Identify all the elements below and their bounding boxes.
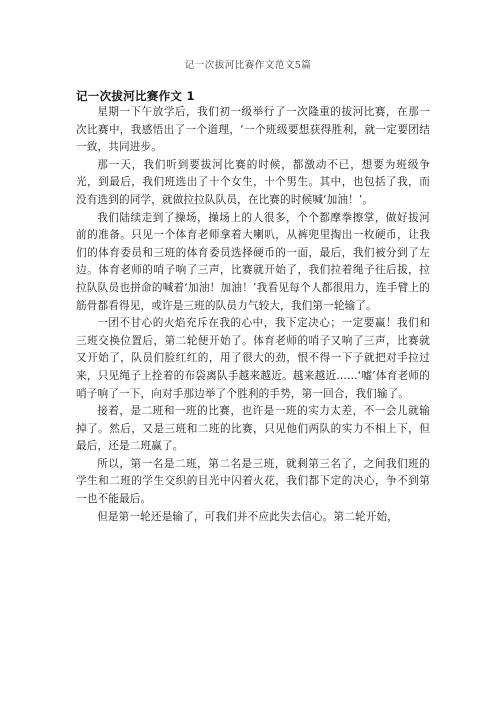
paragraph: 所以，第一名是二班，第二名是三班，就剩第三名了，之间我们班的学生和二班的学生交织的目光中闪着火花，我们都下定的决心，争不到第一也不能最后。 [76, 457, 430, 506]
paragraph: 一团不甘心的火焰充斥在我的心中，我下定决心；一定要赢！我们和三班交换位置后，第二轮便开始了。体育老师的哨子又响了三声，比赛就又开始了，队员们脸红红的，用了很大的劲，恨不得一下子就把对手拉过来，只见绳子上拴着的布袋离队手越来越近。越来越近……‘嘘’体育老师的哨子响了一下，向对手那边举了个胜利的手势，第一回合，我们输了。 [76, 317, 430, 400]
paragraph: 那一天，我们听到要拔河比赛的时候，都激动不已，想要为班级争光，到最后，我们班选出了十个女生，十个男生。其中，也包括了我，而没有选到的同学，就做拉拉队队员，在比赛的时候喊‘加油！’。 [76, 158, 430, 206]
document-title: 记一次拔河比赛作文范文5篇 [184, 60, 312, 71]
paragraph: 我们陆续走到了操场，操场上的人很多，个个都摩拳擦掌，做好拔河前的准备。只见一个体育老师拿着大喇叭，从裤兜里掏出一枚硬币，让我们的体育委员和三班的体育委员选择硬币的一面，最后，我们被分到了左边。体育老师的哨子响了三声，比赛就开始了，我们拉着绳子往后拔，拉拉队队员也拼命的喊着‘加油！加油！’我看见每个人都很用力，连手臂上的筋骨都看得见，或许是三班的队员力气较大，我们第一轮输了。 [76, 211, 430, 312]
paragraph: 但是第一轮还是输了，可我们并不应此失去信心。第二轮开始， [97, 510, 399, 523]
essay-body [76, 104, 430, 526]
section-heading: 记一次拔河比赛作文 1 [76, 89, 195, 103]
paragraph: 星期一下午放学后，我们初一级举行了一次隆重的拔河比赛，在那一次比赛中，我感悟出了一个道理，‘一个班级要想获得胜利，就一定要团结一致，共同进步。 [76, 106, 430, 154]
paragraph: 接着，是二班和一班的比赛，也许是一班的实力太差，不一会儿就输掉了。然后，又是三班和二班的比赛，只见他们两队的实力不相上下，但最后，还是二班赢了。 [76, 405, 430, 453]
